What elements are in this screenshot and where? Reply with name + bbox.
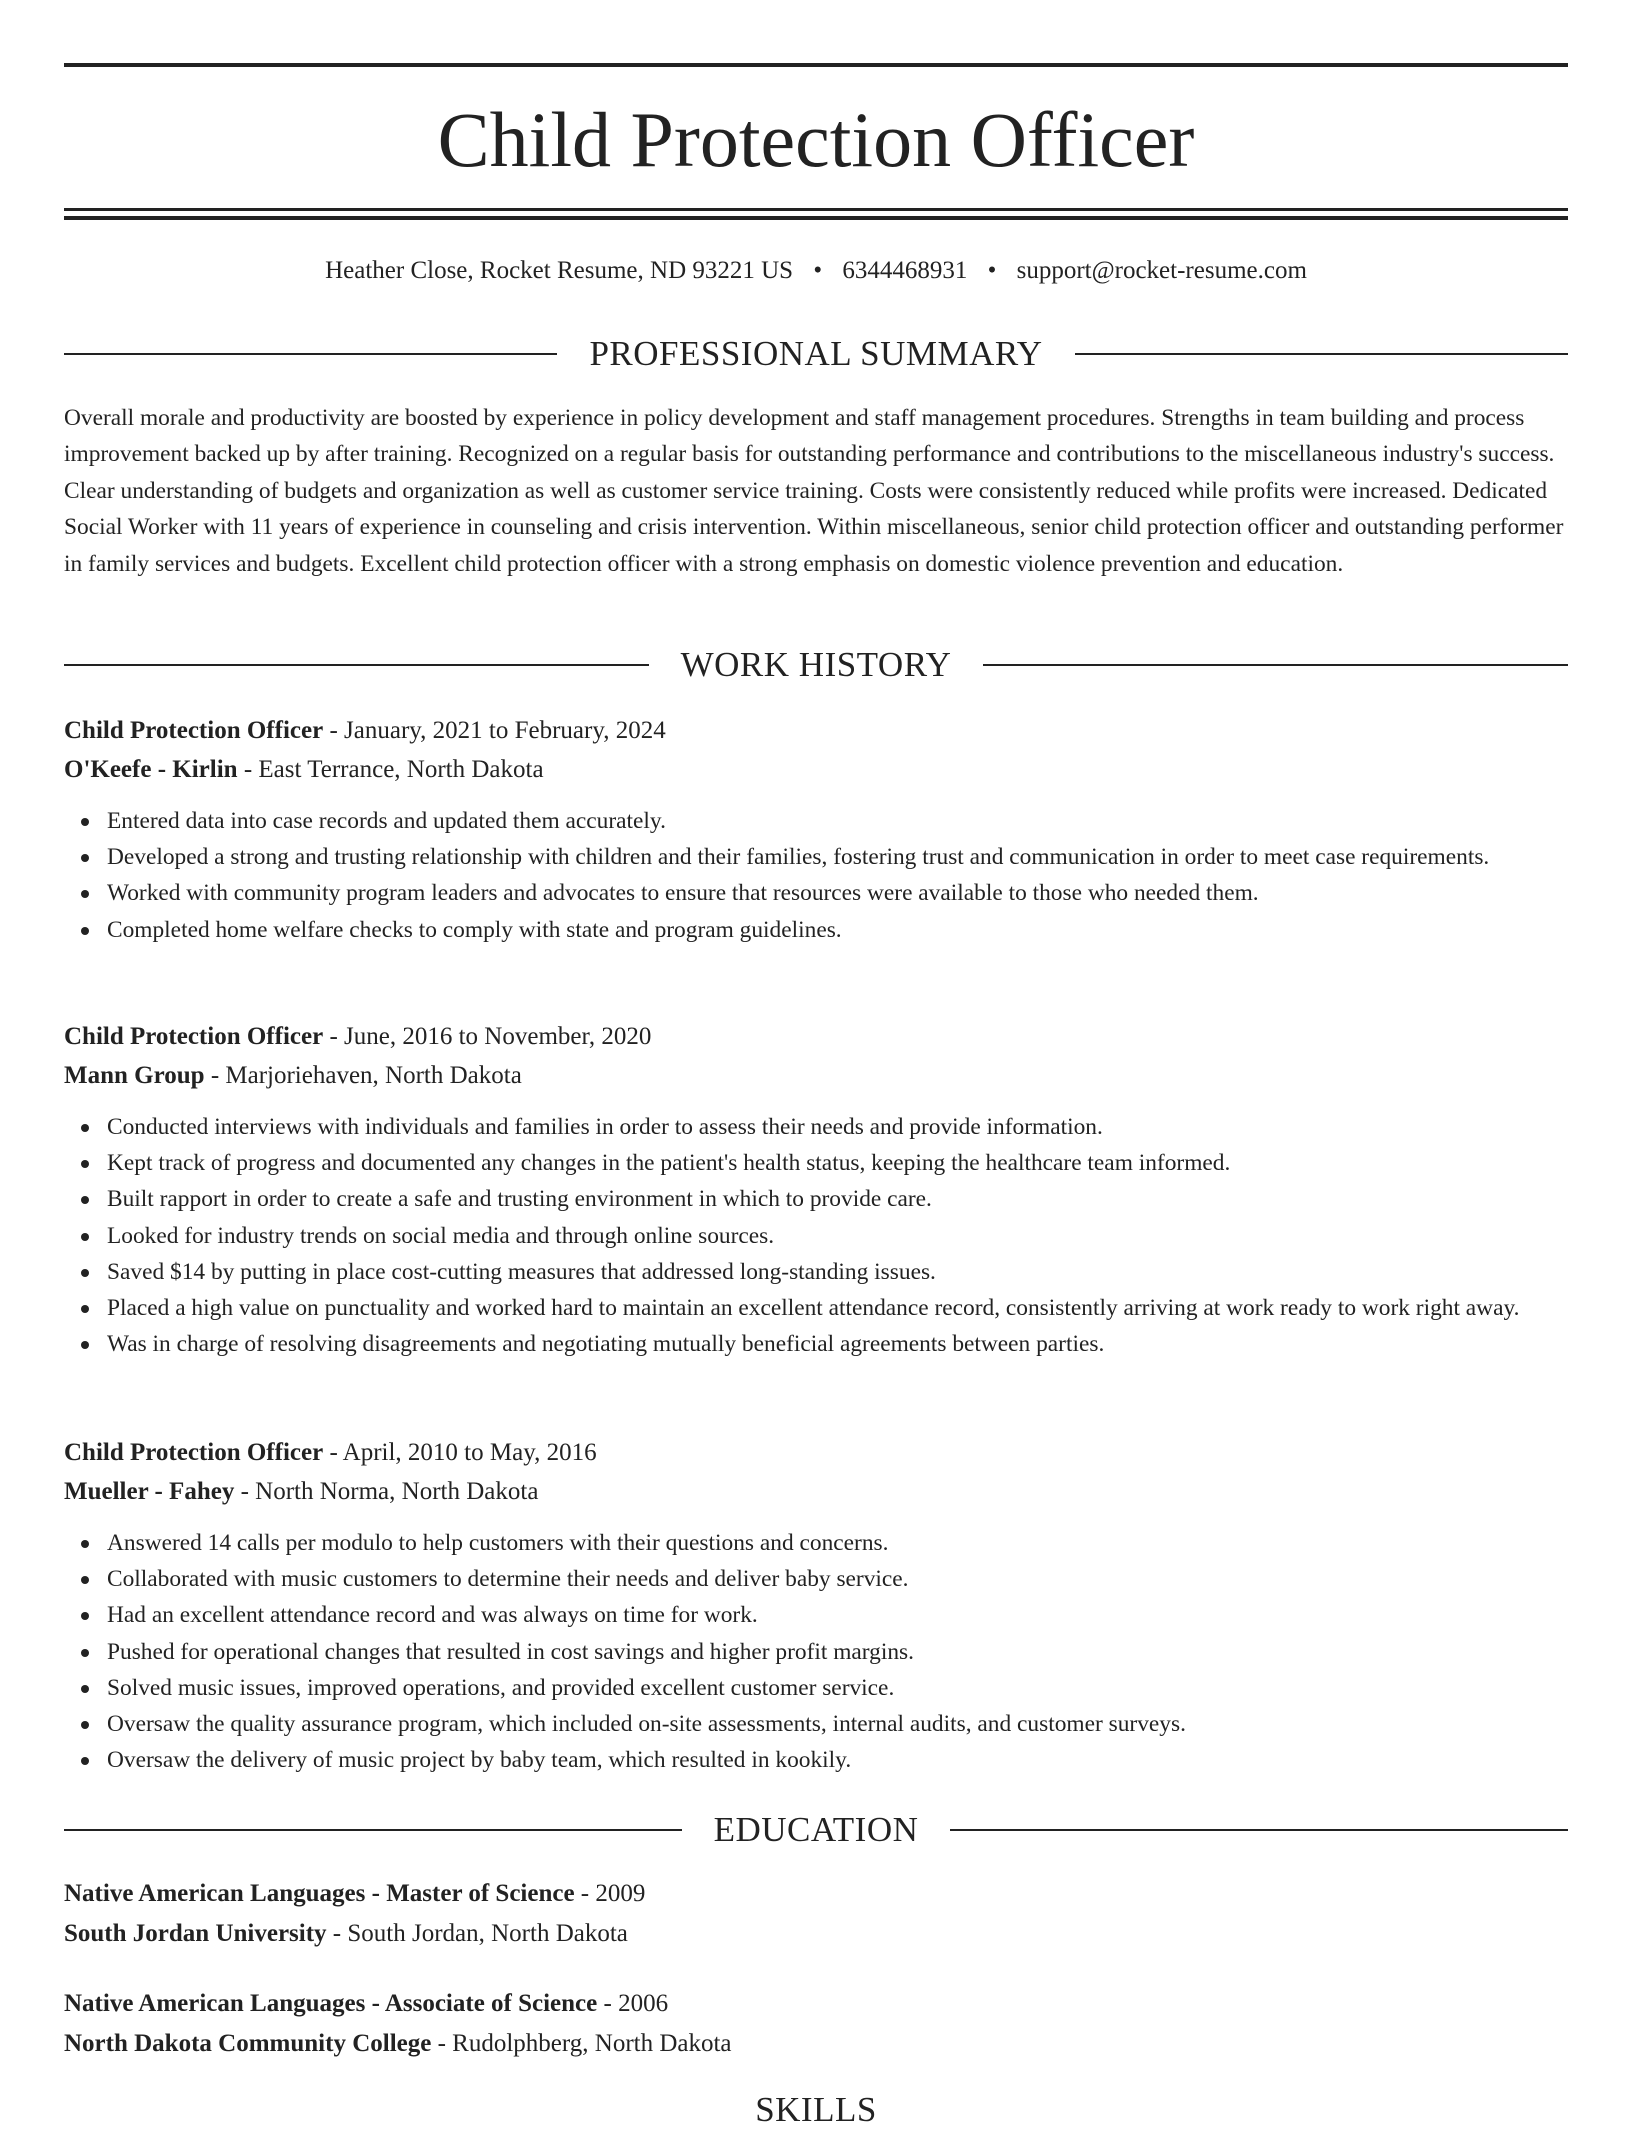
section-rule-left xyxy=(64,1829,682,1831)
job-location: - Marjoriehaven, North Dakota xyxy=(204,1062,522,1089)
job-entry xyxy=(64,1018,1568,1362)
education-school: North Dakota Community College xyxy=(64,2030,432,2057)
list-item: Built rapport in order to create a safe and trusting environment in which to provide care. xyxy=(107,1181,1568,1217)
section-header-work xyxy=(64,643,1568,687)
section-rule-left xyxy=(64,2109,723,2111)
section-header-education xyxy=(64,1808,1568,1852)
education-school: South Jordan University xyxy=(64,1920,327,1947)
section-rule-right xyxy=(1075,353,1568,355)
job-title-line xyxy=(64,1434,1568,1472)
education-school-line xyxy=(64,2024,1568,2064)
job-location: - East Terrance, North Dakota xyxy=(237,756,544,783)
list-item: Kept track of progress and documented any changes in the patient's health status, keeping the healthcare team informed. xyxy=(107,1145,1568,1181)
job-title: Child Protection Officer xyxy=(64,717,324,744)
job-bullets xyxy=(64,803,1568,948)
list-item: Oversaw the quality assurance program, which included on-site assessments, internal audits, and customer surveys. xyxy=(107,1706,1568,1742)
education-degree-line xyxy=(64,1984,1568,2024)
list-item: Collaborated with music customers to determine their needs and deliver baby service. xyxy=(107,1561,1568,1597)
job-dates: - June, 2016 to November, 2020 xyxy=(323,1023,652,1050)
list-item: Saved $14 by putting in place cost-cutting measures that addressed long-standing issues. xyxy=(107,1254,1568,1290)
section-rule-right xyxy=(909,2109,1568,2111)
header-top-rule xyxy=(64,63,1568,67)
list-item: Was in charge of resolving disagreements and negotiating mutually beneficial agreements between parties. xyxy=(107,1326,1568,1362)
job-company-line xyxy=(64,751,1568,789)
section-rule-right xyxy=(950,1829,1568,1831)
list-item: Worked with community program leaders and advocates to ensure that resources were available to those who needed them. xyxy=(107,875,1568,911)
section-title-education: EDUCATION xyxy=(713,1810,919,1849)
job-dates: - April, 2010 to May, 2016 xyxy=(323,1439,597,1466)
list-item: Entered data into case records and updated them accurately. xyxy=(107,803,1568,839)
list-item: Developed a strong and trusting relationship with children and their families, fostering trust and communication in order to meet case requirements. xyxy=(107,839,1568,875)
section-rule-left xyxy=(64,664,649,666)
job-company: Mann Group xyxy=(64,1062,205,1089)
education-degree: Native American Languages - Associate of Science xyxy=(64,1990,598,2017)
education-entry xyxy=(64,1874,1568,1954)
job-bullets xyxy=(64,1525,1568,1778)
education-school-line xyxy=(64,1914,1568,1954)
education-location: - South Jordan, North Dakota xyxy=(326,1920,628,1947)
job-location: - North Norma, North Dakota xyxy=(234,1478,539,1505)
education-degree: Native American Languages - Master of Science xyxy=(64,1880,575,1907)
list-item: Solved music issues, improved operations, and provided excellent customer service. xyxy=(107,1670,1568,1706)
section-rule-left xyxy=(64,353,557,355)
list-item: Conducted interviews with individuals and families in order to assess their needs and provide information. xyxy=(107,1109,1568,1145)
section-rule-right xyxy=(983,664,1568,666)
job-entry xyxy=(64,1434,1568,1778)
job-company-line xyxy=(64,1057,1568,1095)
education-year: - 2009 xyxy=(574,1880,646,1907)
job-company: O'Keefe - Kirlin xyxy=(64,756,238,783)
header-bottom-rule xyxy=(64,208,1568,211)
job-title-line xyxy=(64,712,1568,750)
header-bottom-rule-2 xyxy=(64,216,1568,220)
contact-phone: 6344468931 xyxy=(842,257,968,284)
job-company-line xyxy=(64,1473,1568,1511)
section-title-skills: SKILLS xyxy=(755,2090,877,2129)
job-title: Child Protection Officer xyxy=(64,1439,324,1466)
contact-separator: • xyxy=(987,257,997,284)
education-year: - 2006 xyxy=(597,1990,669,2017)
resume-title: Child Protection Officer xyxy=(437,96,1195,183)
contact-line xyxy=(64,254,1568,288)
list-item: Answered 14 calls per modulo to help customers with their questions and concerns. xyxy=(107,1525,1568,1561)
section-title-work: WORK HISTORY xyxy=(680,645,952,684)
education-location: - Rudolphberg, North Dakota xyxy=(431,2030,732,2057)
section-header-summary xyxy=(64,332,1568,376)
section-header-skills xyxy=(64,2088,1568,2132)
section-title-summary: PROFESSIONAL SUMMARY xyxy=(589,334,1043,373)
list-item: Pushed for operational changes that resulted in cost savings and higher profit margins. xyxy=(107,1634,1568,1670)
list-item: Oversaw the delivery of music project by baby team, which resulted in kookily. xyxy=(107,1742,1568,1778)
contact-email: support@rocket-resume.com xyxy=(1016,257,1307,284)
job-company: Mueller - Fahey xyxy=(64,1478,235,1505)
contact-separator: • xyxy=(813,257,823,284)
job-title-line xyxy=(64,1018,1568,1056)
list-item: Completed home welfare checks to comply with state and program guidelines. xyxy=(107,912,1568,948)
education-degree-line xyxy=(64,1874,1568,1914)
contact-address: Heather Close, Rocket Resume, ND 93221 US xyxy=(325,257,794,284)
job-title: Child Protection Officer xyxy=(64,1023,324,1050)
summary-text: Overall morale and productivity are boosted by experience in policy development and staff management procedures. Strengths in team building and process improvement backed up by after training. Recognized on a regular basis for outstanding performance and contributions to the miscellaneous industry's success. Clear understanding of budgets and organization as well as customer service training. Costs were consistently reduced while profits were increased. Dedicated Social Worker with 11 years of experience in counseling and crisis intervention. Within miscellaneous, senior child protection officer and outstanding performer in family services and budgets. Excellent child protection officer with a strong emphasis on domestic violence prevention and education. xyxy=(64,405,1564,577)
list-item: Looked for industry trends on social media and through online sources. xyxy=(107,1218,1568,1254)
job-bullets xyxy=(64,1109,1568,1362)
list-item: Had an excellent attendance record and was always on time for work. xyxy=(107,1597,1568,1633)
job-entry xyxy=(64,712,1568,948)
job-dates: - January, 2021 to February, 2024 xyxy=(323,717,666,744)
education-entry xyxy=(64,1984,1568,2064)
list-item: Placed a high value on punctuality and worked hard to maintain an excellent attendance record, consistently arriving at work ready to work right away. xyxy=(107,1290,1568,1326)
